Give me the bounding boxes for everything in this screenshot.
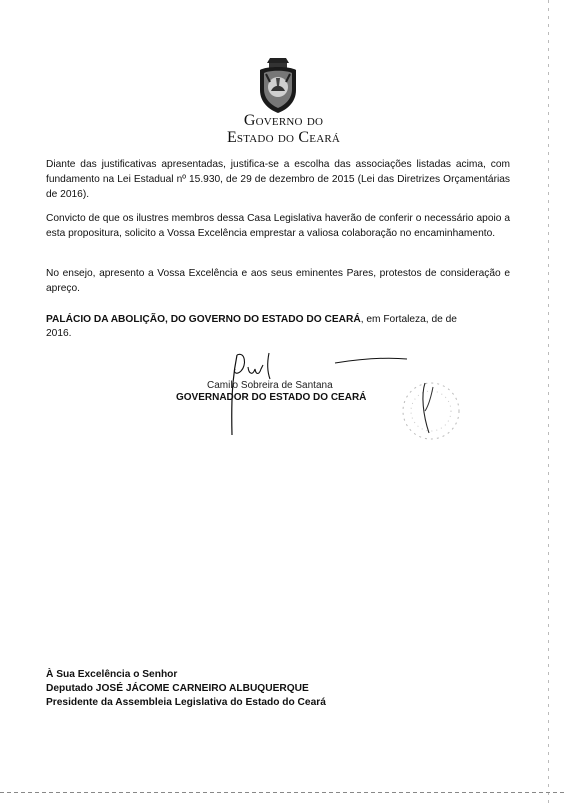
- palace-name: PALÁCIO DA ABOLIÇÃO, DO GOVERNO DO ESTADO DO CEARÁ: [46, 314, 361, 325]
- government-title: [0, 112, 567, 146]
- signer-name: Camilo Sobreira de Santana: [207, 380, 333, 391]
- addressee-title: Presidente da Assembleia Legislativa do Estado do Ceará: [46, 697, 326, 708]
- paragraph-justification: Diante das justificativas apresentadas, justifica-se a escolha das associações listadas acima, com fundamento na Lei Estadual nº 15.930, de 29 de dezembro de 2015 (Lei das Diretrizes Orçamentárias de 2016).: [46, 159, 510, 201]
- place-date-line: [46, 313, 512, 341]
- scan-edge-bottom: [0, 792, 567, 793]
- signer-role: GOVERNADOR DO ESTADO DO CEARÁ: [176, 392, 367, 403]
- paragraph-request: Convicto de que os ilustres membros dessa Casa Legislativa haverão de conferir o necessário apoio a esta propositura, solicito a Vossa Excelência emprestar a valiosa colaboração no encaminhamento.: [46, 213, 510, 240]
- place-date: , em Fortaleza, de de: [360, 314, 457, 325]
- addressee-salutation: À Sua Excelência o Senhor: [46, 669, 178, 680]
- title-line-2: Estado do Ceará: [226, 129, 341, 146]
- addressee-name: Deputado JOSÉ JÁCOME CARNEIRO ALBUQUERQUE: [46, 683, 309, 694]
- coat-of-arms-icon: [256, 56, 300, 114]
- paragraph-regards: No ensejo, apresento a Vossa Excelência e aos seus eminentes Pares, protestos de consideração e apreço.: [46, 268, 510, 295]
- title-line-1: Governo do: [243, 112, 324, 129]
- year: 2016.: [46, 328, 72, 339]
- seal-stamp: [395, 375, 465, 447]
